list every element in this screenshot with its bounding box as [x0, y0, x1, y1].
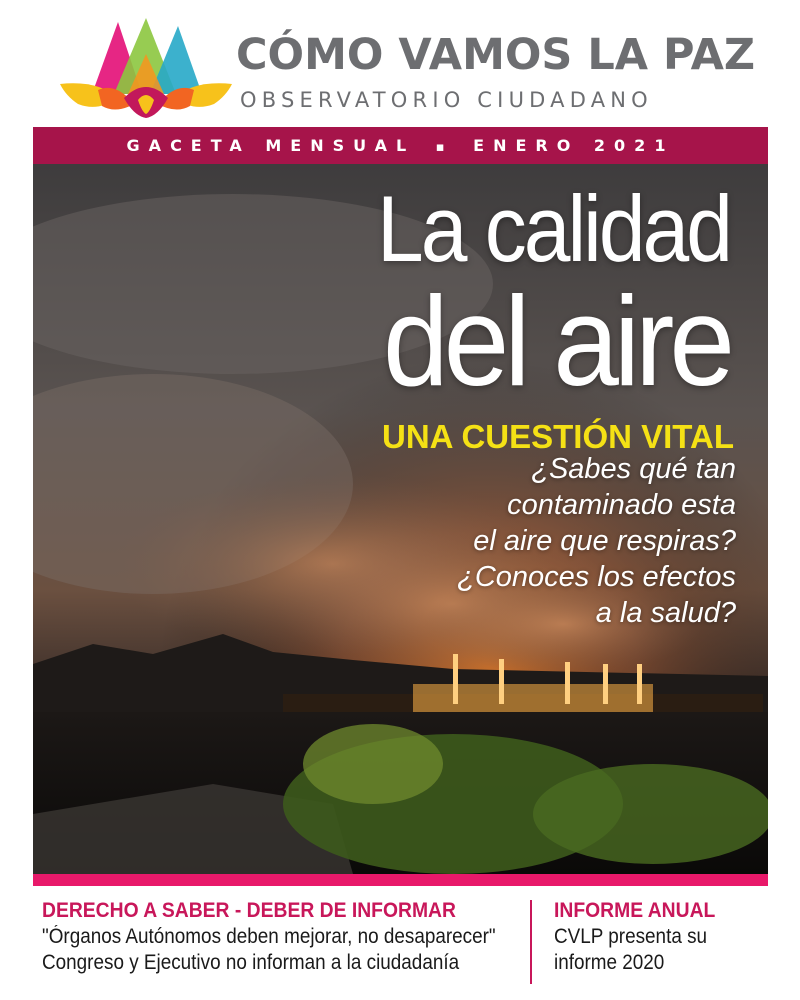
- tagline: UNA CUESTIÓN VITAL: [382, 418, 734, 455]
- story-derecho-a-saber[interactable]: [42, 898, 512, 976]
- question-line: contaminado esta: [507, 489, 736, 521]
- issue-strip: [33, 127, 768, 164]
- question-line: a la salud?: [595, 597, 736, 629]
- story-line: "Órganos Autónomos deben mejorar, no desaparecer": [42, 925, 496, 948]
- story-heading: DERECHO A SABER - DEBER DE INFORMAR: [42, 899, 456, 922]
- question-line: el aire que respiras?: [473, 525, 736, 557]
- story-line: informe 2020: [554, 951, 665, 974]
- issue-date: ENERO 2021: [473, 136, 675, 155]
- story-line: CVLP presenta su: [554, 925, 708, 948]
- headline-line-2: del aire: [382, 270, 730, 413]
- question-line: ¿Conoces los efectos: [457, 561, 736, 593]
- logo-icon: [58, 14, 234, 120]
- strip-separator: ▪: [435, 140, 445, 155]
- divider-bar: [33, 874, 768, 886]
- story-informe-anual[interactable]: [554, 898, 764, 976]
- story-line: Congreso y Ejecutivo no informan a la ciudadanía: [42, 951, 460, 974]
- story-heading: INFORME ANUAL: [554, 899, 716, 922]
- column-divider: [530, 900, 532, 984]
- brand-subtitle: OBSERVATORIO CIUDADANO: [240, 88, 653, 112]
- brand-title: CÓMO VAMOS LA PAZ: [236, 30, 756, 80]
- cover-question: [380, 451, 736, 631]
- headline-line-1: La calidad: [377, 175, 730, 282]
- publication-type: GACETA MENSUAL: [126, 136, 416, 155]
- question-line: ¿Sabes qué tan: [531, 453, 736, 485]
